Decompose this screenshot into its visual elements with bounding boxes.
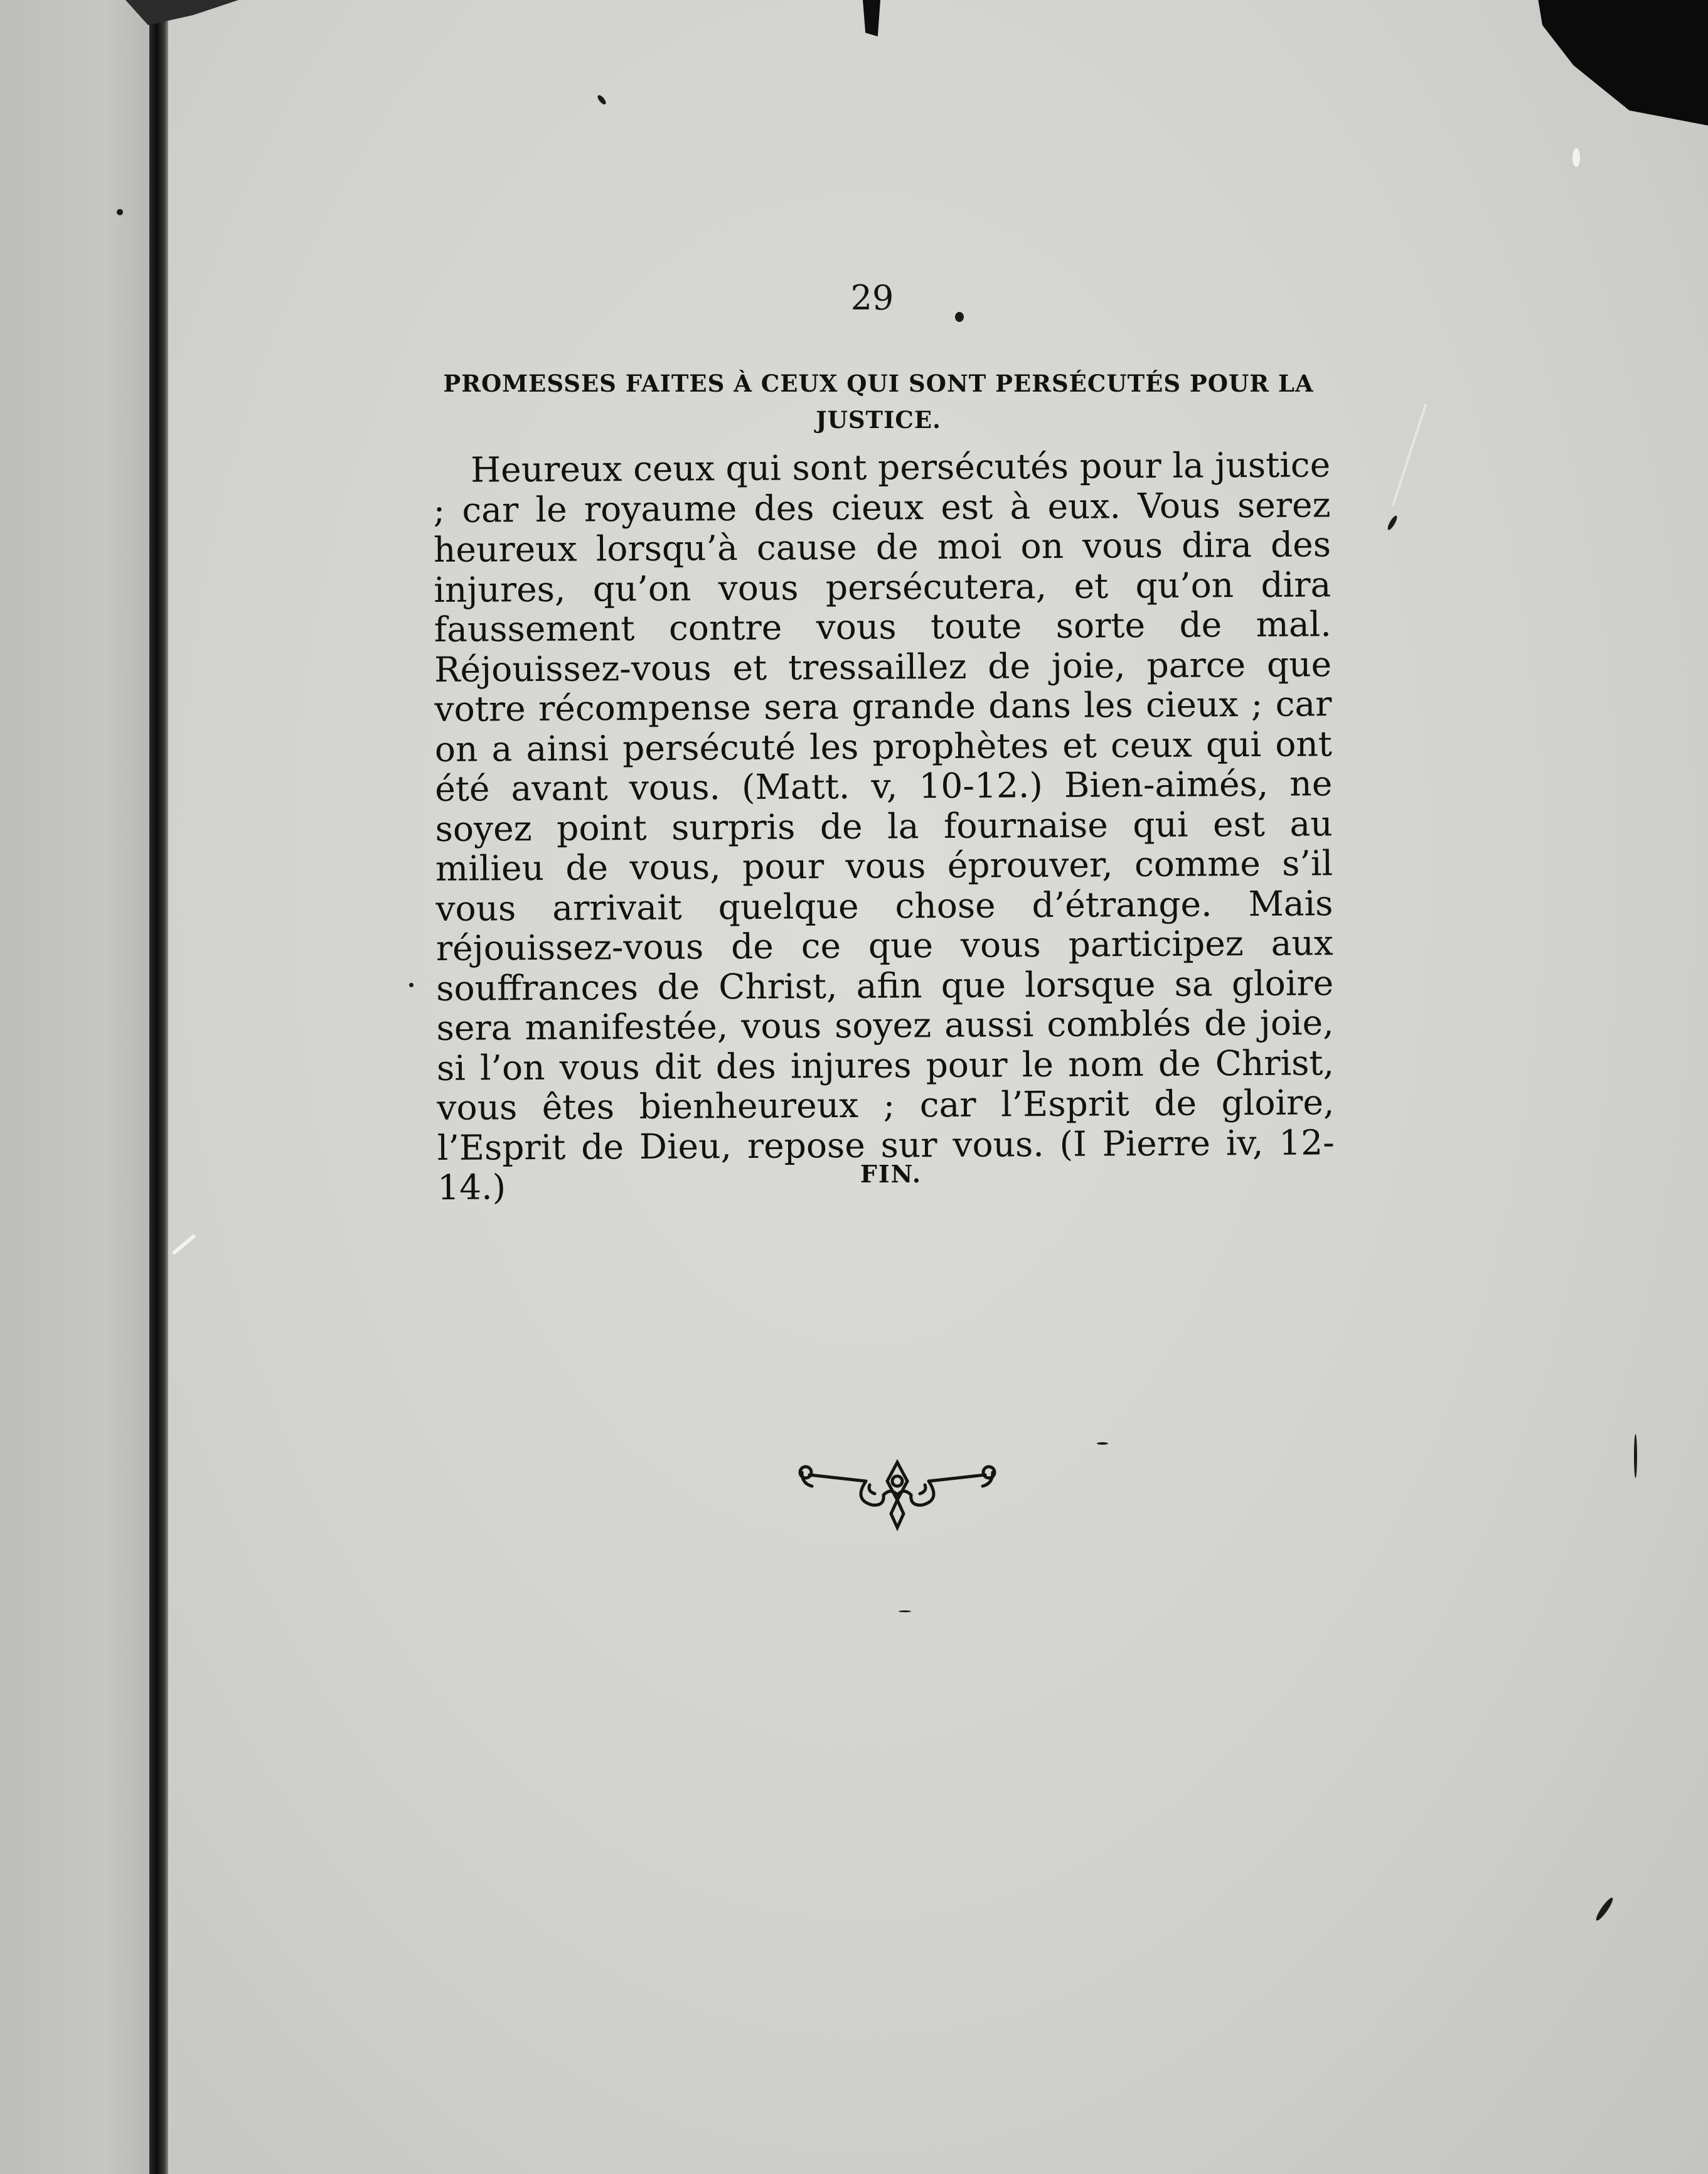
page-tear-mark [863,0,880,36]
left-page-edge [0,0,149,2174]
ink-speck [409,983,414,987]
ink-speck [955,312,964,322]
section-heading: PROMESSES FAITES À CEUX QUI SONT PERSÉCUTÉS POUR LA JUSTICE. [443,370,1314,434]
film-scratch [1572,148,1580,167]
tailpiece-scroll-ornament-icon [797,1456,998,1538]
closing-word: FIN. [860,1160,922,1188]
body-paragraph: Heureux ceux qui sont persécutés pour la justice ; car le royaume des cieux est à eux. Vous serez heureux lorsqu’à cause de moi on vous dira des injures, qu’on vous persécutera, et qu’on dira faussement contre vous toute sorte de mal. Réjouissez-vous et tressaillez de joie, parce que votre récompense sera grande dans les cieux ; car on a ainsi persécuté les prophètes et ceux qui ont été avant vous. (Matt. v, 10-12.) Bien-aimés, ne soyez point surpris de la fournaise qui est au milieu de vous, pour vous éprouver, comme s’il vous arrivait quelque chose d’étrange. Mais réjouissez-vous de ce que vous participez aux souffrances de Christ, afin que lorsque sa gloire sera manifestée, vous soyez aussi comblés de joie, si l’on vous dit des injures pour le nom de Christ, vous êtes bienheureux ; car l’Esprit de gloire, l’Esprit de Dieu, repose sur vous. (I Pierre iv, 12-14.) [433,444,1335,1207]
ink-speck [117,209,123,215]
ink-speck [899,1610,911,1612]
ink-speck [1097,1442,1108,1445]
ink-speck [1634,1434,1637,1478]
book-spine-shadow [149,0,168,2174]
page-number: 29 [850,278,894,318]
